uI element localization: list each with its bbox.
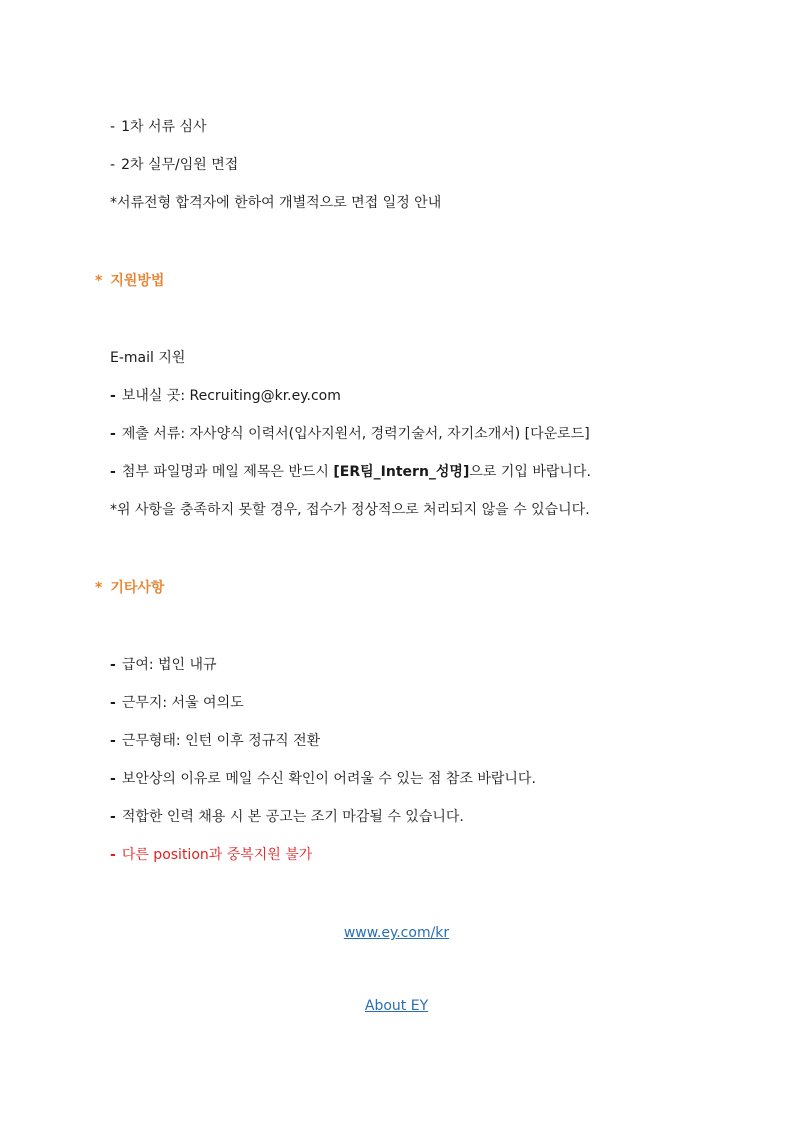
other-item-text: 다른 position과 중복지원 불가 xyxy=(121,847,313,863)
process-step-text: 1차 서류 심사 xyxy=(121,119,207,135)
dash: - xyxy=(110,847,116,863)
website-link-container xyxy=(0,923,793,943)
star-bullet: * xyxy=(95,273,103,289)
star-bullet: * xyxy=(95,580,103,596)
dash: - xyxy=(110,657,116,673)
about-link-container xyxy=(0,996,793,1016)
process-step-1 xyxy=(110,117,207,137)
other-item-early-close xyxy=(110,807,464,827)
other-item-no-duplicate xyxy=(110,845,312,865)
dash: - xyxy=(110,426,116,442)
other-item-text: 근무형태: 인턴 이후 정규직 전환 xyxy=(121,733,321,749)
apply-item-documents xyxy=(110,424,590,444)
dash: - xyxy=(110,157,116,173)
other-item-text: 적합한 인력 채용 시 본 공고는 조기 마감될 수 있습니다. xyxy=(121,809,464,825)
apply-item-filename xyxy=(110,462,591,482)
process-step-text: 2차 실무/임원 면접 xyxy=(121,157,239,173)
apply-note: *위 사항을 충족하지 못할 경우, 접수가 정상적으로 처리되지 않을 수 있습니다. xyxy=(110,502,590,518)
other-item-salary xyxy=(110,655,217,675)
other-item-security xyxy=(110,769,536,789)
dash: - xyxy=(110,119,116,135)
apply-item-text: 보내실 곳: Recruiting@kr.ey.com xyxy=(121,388,341,404)
dash: - xyxy=(110,464,116,480)
dash: - xyxy=(110,809,116,825)
other-item-text: 근무지: 서울 여의도 xyxy=(121,695,244,711)
section-title: 기타사항 xyxy=(110,580,165,596)
about-ey-link[interactable]: About EY xyxy=(364,998,429,1014)
other-item-location xyxy=(110,693,244,713)
apply-item-text-post: 으로 기입 바랍니다. xyxy=(469,464,591,480)
dash: - xyxy=(110,733,116,749)
section-title: 지원방법 xyxy=(110,273,165,289)
dash: - xyxy=(110,771,116,787)
section-heading-other xyxy=(95,578,164,598)
other-item-employment xyxy=(110,731,320,751)
dash: - xyxy=(110,695,116,711)
apply-item-email xyxy=(110,386,341,406)
dash: - xyxy=(110,388,116,404)
apply-item-text: 제출 서류: 자사양식 이력서(입사지원서, 경력기술서, 자기소개서) [다운로드] xyxy=(121,426,590,442)
section-heading-apply xyxy=(95,271,164,291)
process-step-2 xyxy=(110,155,238,175)
website-link[interactable]: www.ey.com/kr xyxy=(343,925,450,941)
apply-item-text-pre: 첨부 파일명과 메일 제목은 반드시 xyxy=(121,464,334,480)
process-note: *서류전형 합격자에 한하여 개별적으로 면접 일정 안내 xyxy=(110,195,442,211)
filename-format: [ER팀_Intern_성명] xyxy=(333,464,470,480)
other-item-text: 보안상의 이유로 메일 수신 확인이 어려울 수 있는 점 참조 바랍니다. xyxy=(121,771,536,787)
apply-intro: E-mail 지원 xyxy=(110,350,186,366)
other-item-text: 급여: 법인 내규 xyxy=(121,657,217,673)
